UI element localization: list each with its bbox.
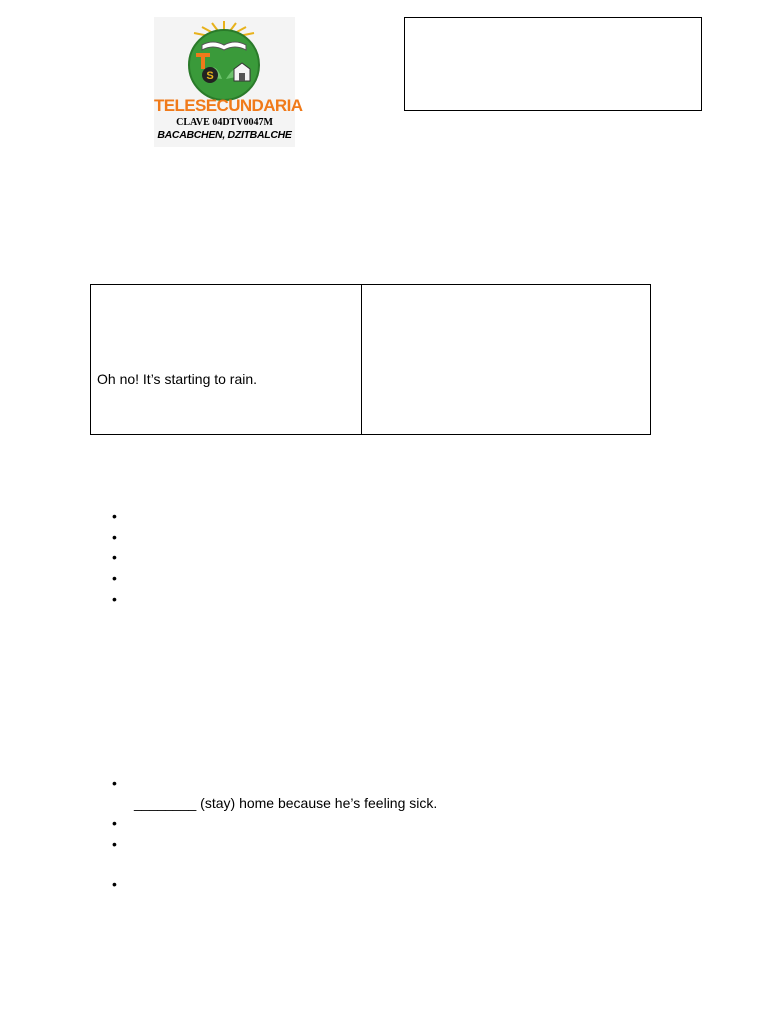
table-cell[interactable]: [362, 285, 651, 435]
list-item: •: [112, 876, 117, 892]
table-row: [91, 285, 651, 435]
list-item: •: [112, 529, 117, 545]
logo-title: TELESECUNDARIA: [154, 96, 303, 115]
list-item: •: [112, 591, 117, 607]
logo-clave: CLAVE 04DTV0047M: [176, 117, 273, 128]
list-item: •: [112, 508, 117, 524]
list-item: •: [112, 836, 117, 852]
name-box[interactable]: [404, 17, 702, 111]
list-item: •: [112, 775, 117, 791]
svg-text:S: S: [206, 70, 214, 82]
list-item: •: [112, 815, 117, 831]
dialog-table: [90, 284, 651, 435]
cell-text: Oh no! It’s starting to rain.: [97, 371, 258, 387]
school-logo: [154, 17, 303, 147]
table-cell: [91, 285, 362, 435]
fill-in-sentence: ________ (stay) home because he’s feeling sick.: [134, 795, 438, 811]
list-item: •: [112, 549, 117, 565]
logo-place: BACABCHEN, DZITBALCHE: [157, 129, 292, 141]
list-item: •: [112, 570, 117, 586]
